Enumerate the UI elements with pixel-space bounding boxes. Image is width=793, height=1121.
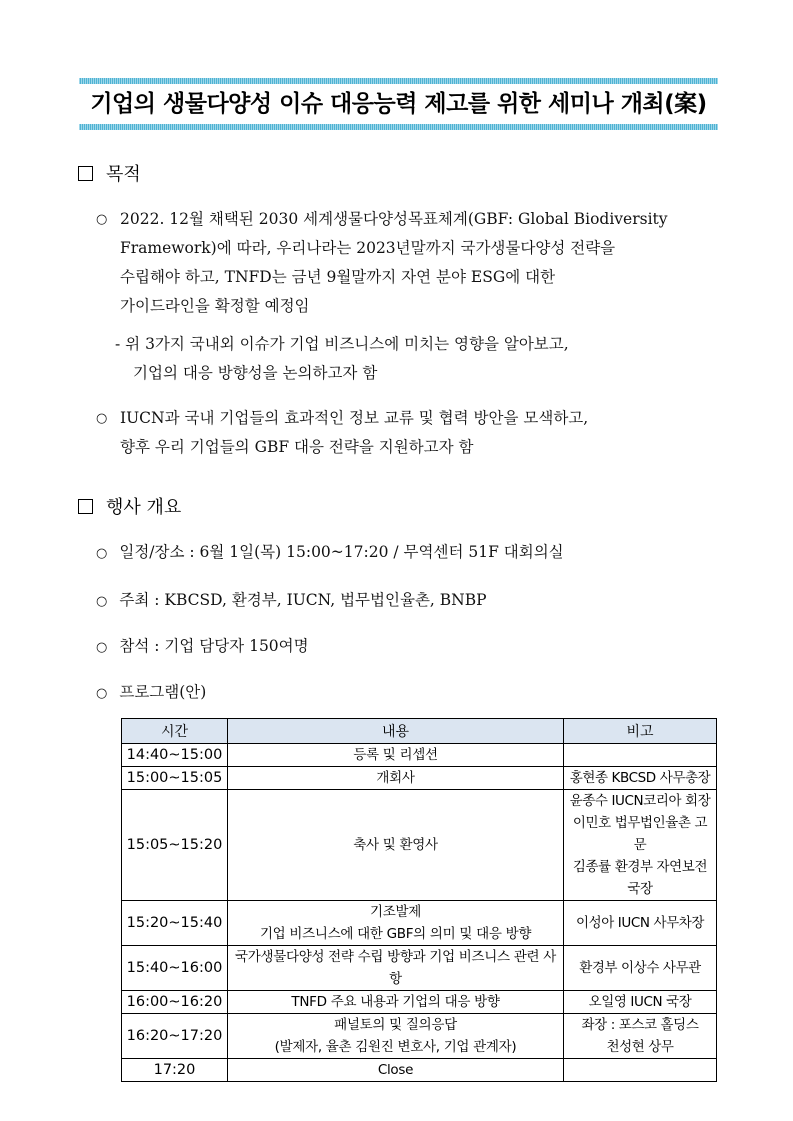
content-cell [228,946,564,991]
item-text: 프로그램(안) [119,683,207,701]
time-cell: 17:20 [122,1059,228,1082]
title-block [79,78,718,130]
table-body [122,744,717,1082]
content-cell [228,744,564,767]
table-header-row [122,719,717,744]
note-cell [564,901,717,946]
section-heading-overview [78,493,181,519]
content-line: TNFD 주요 내용과 기업의 대응 방향 [291,994,500,1010]
content-line: 패널토의 및 질의응답 [334,1017,457,1033]
table-row [122,946,717,991]
title-bottom-bar [79,124,718,130]
purpose-paragraph-2 [96,404,721,462]
note-cell [564,946,717,991]
section-heading-purpose [78,160,141,186]
sub-line: - 위 3가지 국내외 이슈가 기업 비즈니스에 미치는 영향을 알아보고, [115,335,569,353]
note-cell [564,991,717,1014]
content-line: 등록 및 리셉션 [353,747,438,763]
purpose-sub-item [115,330,715,388]
paragraph-line: 향후 우리 기업들의 GBF 대응 전략을 지원하고자 함 [120,438,474,456]
content-cell [228,991,564,1014]
document-title: 기업의 생물다양성 이슈 대응능력 제고를 위한 세미나 개최(案) [90,91,707,117]
content-cell [228,767,564,790]
overview-item-host [96,589,487,613]
time-cell: 15:40~16:00 [122,946,228,991]
section-heading-text: 목적 [106,164,141,185]
content-cell [228,1059,564,1082]
table-row [122,767,717,790]
content-line: (발제자, 율촌 김원진 변호사, 기업 관계자) [274,1039,517,1055]
time-cell: 15:05~15:20 [122,790,228,901]
circle-bullet-icon: ○ [96,411,108,426]
note-cell [564,744,717,767]
time-cell: 15:00~15:05 [122,767,228,790]
content-line: Close [377,1062,414,1078]
table-row [122,1014,717,1059]
circle-bullet-icon: ○ [96,594,108,609]
overview-item-attendees [96,635,309,659]
header-time: 시간 [122,719,228,744]
item-text: 주최 : KBCSD, 환경부, IUCN, 법무법인율촌, BNBP [119,591,487,609]
content-cell [228,1014,564,1059]
note-line: 김종률 환경부 자연보전국장 [572,859,708,897]
content-line: 축사 및 환영사 [353,837,438,853]
checkbox-square-icon [78,166,93,181]
table-row [122,991,717,1014]
paragraph-line: 2022. 12월 채택된 2030 세계생물다양성목표체계(GBF: Global Biodiversity [120,210,668,228]
item-text: 참석 : 기업 담당자 150여명 [119,637,309,655]
header-note: 비고 [564,719,717,744]
table-row [122,901,717,946]
note-line: 천성현 상무 [606,1039,674,1055]
content-cell [228,790,564,901]
table-row [122,1059,717,1082]
note-line: 윤종수 IUCN코리아 회장 [569,793,711,809]
circle-bullet-icon: ○ [96,640,108,655]
checkbox-square-icon [78,499,93,514]
paragraph-line: 가이드라인을 확정할 예정임 [120,297,310,315]
paragraph-line: IUCN과 국내 기업들의 효과적인 정보 교류 및 협력 방안을 모색하고, [120,409,589,427]
circle-bullet-icon: ○ [96,212,108,227]
purpose-paragraph-1 [96,205,721,321]
time-cell: 16:20~17:20 [122,1014,228,1059]
content-line: 기업 비즈니스에 대한 GBF의 의미 및 대응 방향 [259,926,532,942]
time-cell: 15:20~15:40 [122,901,228,946]
time-cell: 16:00~16:20 [122,991,228,1014]
note-cell [564,767,717,790]
program-table [121,718,717,1082]
content-line: 기조발제 [370,904,421,920]
note-line: 홍현종 KBCSD 사무총장 [569,770,711,786]
note-line: 환경부 이상수 사무관 [579,960,701,976]
note-cell [564,1059,717,1082]
note-line: 좌장 : 포스코 홀딩스 [581,1017,699,1033]
note-line [567,744,713,766]
item-text: 일정/장소 : 6월 1일(목) 15:00~17:20 / 무역센터 51F 대회의실 [119,543,564,561]
note-line [567,1059,713,1081]
note-line: 오일영 IUCN 국장 [588,994,692,1010]
table-row [122,790,717,901]
circle-bullet-icon: ○ [96,686,108,701]
section-heading-text: 행사 개요 [106,497,182,518]
content-cell [228,901,564,946]
note-line: 이성아 IUCN 사무차장 [575,915,705,931]
content-line: 국가생물다양성 전략 수립 방향과 기업 비즈니스 관련 사항 [235,949,556,987]
circle-bullet-icon: ○ [96,546,108,561]
note-line: 이민호 법무법인율촌 고문 [572,815,708,853]
sub-line: 기업의 대응 방향성을 논의하고자 함 [133,364,378,382]
content-line: 개회사 [376,770,415,786]
header-content: 내용 [228,719,564,744]
table-row [122,744,717,767]
note-cell [564,1014,717,1059]
overview-item-program [96,681,206,705]
time-cell: 14:40~15:00 [122,744,228,767]
overview-item-schedule [96,541,564,565]
paragraph-line: 수립해야 하고, TNFD는 금년 9월말까지 자연 분야 ESG에 대한 [120,268,556,286]
paragraph-line: Framework)에 따라, 우리나라는 2023년말까지 국가생물다양성 전략을 [120,239,616,257]
note-cell [564,790,717,901]
